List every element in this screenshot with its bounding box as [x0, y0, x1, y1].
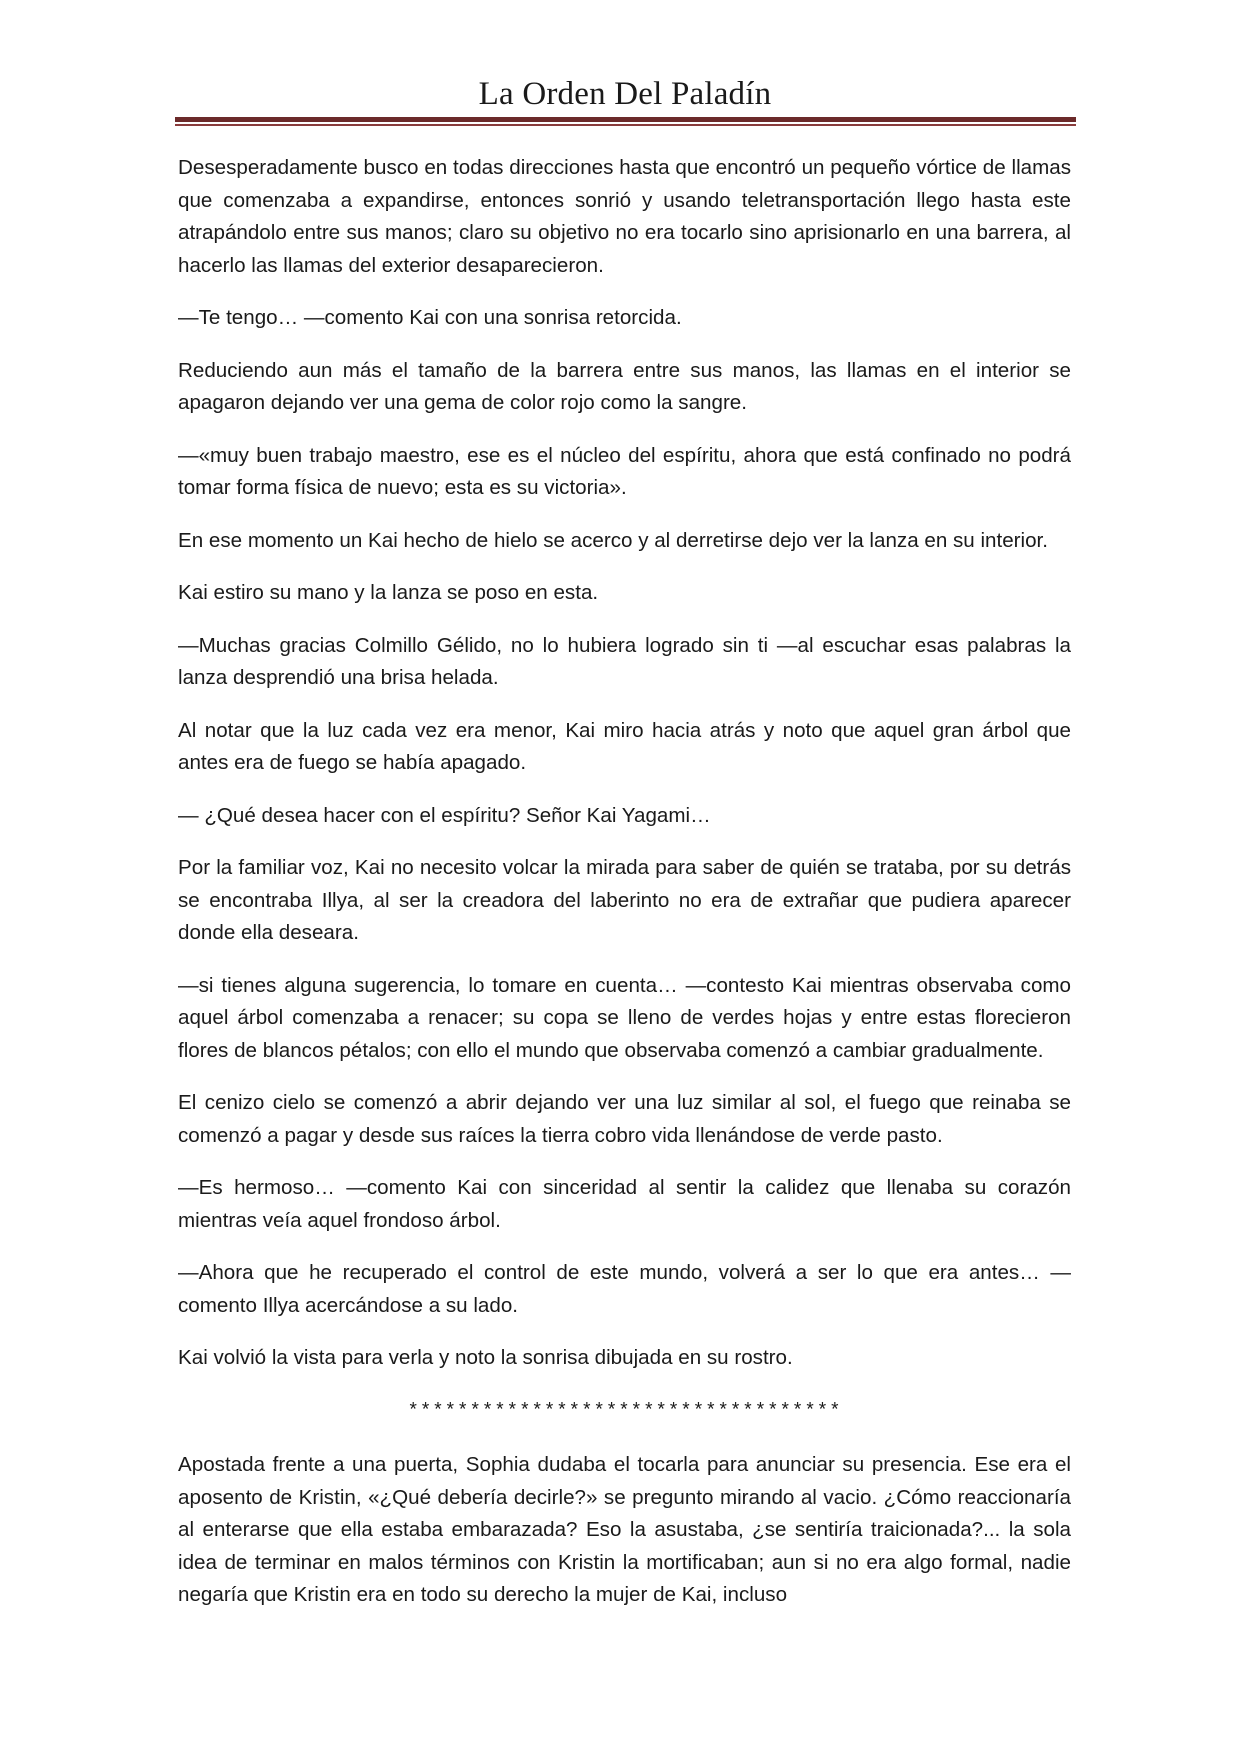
- header-divider: [175, 117, 1076, 126]
- paragraph: Kai estiro su mano y la lanza se poso en esta.: [178, 581, 599, 604]
- paragraph: Kai volvió la vista para verla y noto la sonrisa dibujada en su rostro.: [178, 1346, 793, 1369]
- paragraph: —«muy buen trabajo maestro, ese es el núcleo del espíritu, ahora que está confinado no podrá tomar forma física de nuevo; esta es su victoria».: [178, 443, 1071, 499]
- paragraph: —Te tengo… —comento Kai con una sonrisa retorcida.: [178, 306, 682, 329]
- paragraph: —Es hermoso… —comento Kai con sinceridad al sentir la calidez que llenaba su corazón mientras veía aquel frondoso árbol.: [178, 1176, 1071, 1232]
- document-body: [178, 152, 1071, 1632]
- paragraph: Reduciendo aun más el tamaño de la barrera entre sus manos, las llamas en el interior se apagaron dejando ver una gema de color rojo como la sangre.: [178, 358, 1071, 414]
- book-title: La Orden Del Paladín: [478, 76, 772, 112]
- paragraph: Al notar que la luz cada vez era menor, Kai miro hacia atrás y noto que aquel gran árbol que antes era de fuego se había apagado.: [178, 718, 1071, 774]
- header-divider-thick: [175, 117, 1076, 122]
- paragraph: En ese momento un Kai hecho de hielo se acerco y al derretirse dejo ver la lanza en su interior.: [178, 528, 1049, 552]
- scene-separator: ***********************************: [407, 1399, 842, 1422]
- paragraph: Desesperadamente busco en todas direcciones hasta que encontró un pequeño vórtice de llamas que comenzaba a expandirse, entonces sonrió y usando teletransportación llego hasta este atrapándolo entre sus manos; claro su objetivo no era tocarlo sino aprisionarlo en una barrera, al hacerlo las llamas del exterior desaparecieron.: [178, 156, 1071, 277]
- page-header: [175, 72, 1075, 116]
- paragraph: Por la familiar voz, Kai no necesito volcar la mirada para saber de quién se trataba, por su detrás se encontraba Illya, al ser la creadora del laberinto no era de extrañar que pudiera aparecer donde ella deseara.: [178, 856, 1071, 944]
- paragraph: Apostada frente a una puerta, Sophia dudaba el tocarla para anunciar su presencia. Ese era el aposento de Kristin, «¿Qué debería decirle?» se pregunto mirando al vacio. ¿Cómo reaccionaría al enterarse que ella estaba embarazada? Eso la asustaba, ¿se sentiría traicionada?... la sola idea de terminar en malos términos con Kristin la mortificaban; aun si no era algo formal, nadie negaría que Kristin era en todo su derecho la mujer de Kai, incluso: [178, 1453, 1071, 1606]
- paragraph: —Muchas gracias Colmillo Gélido, no lo hubiera logrado sin ti —al escuchar esas palabras la lanza desprendió una brisa helada.: [178, 633, 1071, 689]
- paragraph: —si tienes alguna sugerencia, lo tomare en cuenta… —contesto Kai mientras observaba como aquel árbol comenzaba a renacer; su copa se lleno de verdes hojas y entre estas florecieron flores de blancos pétalos; con ello el mundo que observaba comenzó a cambiar gradualmente.: [178, 973, 1071, 1062]
- paragraph: El cenizo cielo se comenzó a abrir dejando ver una luz similar al sol, el fuego que reinaba se comenzó a pagar y desde sus raíces la tierra cobro vida llenándose de verde pasto.: [178, 1091, 1071, 1147]
- paragraph: — ¿Qué desea hacer con el espíritu? Señor Kai Yagami…: [178, 803, 711, 827]
- header-divider-thin: [175, 124, 1076, 126]
- paragraph: —Ahora que he recuperado el control de este mundo, volverá a ser lo que era antes… —comento Illya acercándose a su lado.: [178, 1261, 1071, 1317]
